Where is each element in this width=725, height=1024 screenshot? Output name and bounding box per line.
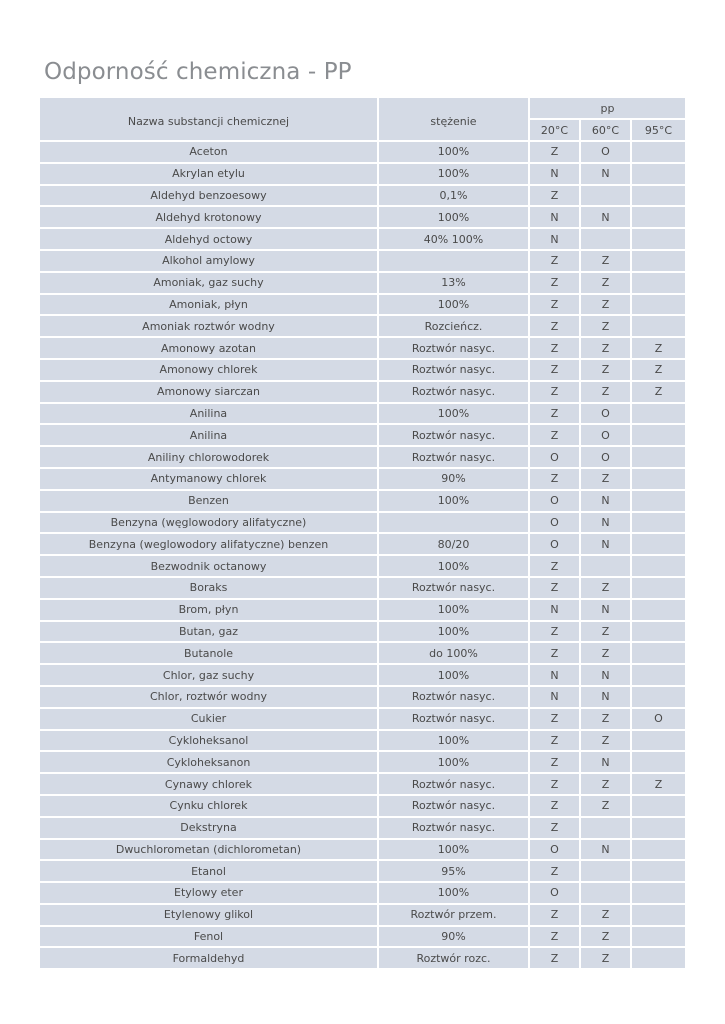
cell-rating-95c — [632, 207, 685, 229]
table-row — [40, 840, 685, 862]
table-row — [40, 447, 685, 469]
cell-concentration: 95% — [379, 861, 530, 883]
cell-rating-60c — [581, 229, 632, 251]
cell-rating-95c — [632, 818, 685, 840]
cell-substance-name: Benzyna (węglowodory alifatyczne) — [40, 513, 379, 535]
table-row — [40, 295, 685, 317]
cell-rating-20c: Z — [530, 622, 581, 644]
cell-rating-95c — [632, 404, 685, 426]
table-row — [40, 883, 685, 905]
cell-rating-60c: N — [581, 491, 632, 513]
cell-rating-60c: N — [581, 665, 632, 687]
cell-concentration: Roztwór przem. — [379, 905, 530, 927]
cell-rating-95c — [632, 861, 685, 883]
cell-substance-name: Etylowy eter — [40, 883, 379, 905]
cell-substance-name: Dwuchlorometan (dichlorometan) — [40, 840, 379, 862]
cell-rating-20c: Z — [530, 469, 581, 491]
cell-rating-20c: Z — [530, 578, 581, 600]
cell-rating-20c: Z — [530, 818, 581, 840]
table-row — [40, 382, 685, 404]
cell-rating-20c: N — [530, 600, 581, 622]
cell-concentration: 100% — [379, 164, 530, 186]
table-row — [40, 534, 685, 556]
table-body — [40, 142, 685, 970]
cell-rating-60c: Z — [581, 622, 632, 644]
cell-rating-60c: N — [581, 207, 632, 229]
table-row — [40, 186, 685, 208]
cell-rating-60c: N — [581, 513, 632, 535]
cell-substance-name: Amoniak, płyn — [40, 295, 379, 317]
cell-rating-95c — [632, 469, 685, 491]
cell-rating-20c: O — [530, 534, 581, 556]
cell-rating-60c: O — [581, 447, 632, 469]
cell-rating-95c — [632, 731, 685, 753]
cell-concentration: 100% — [379, 491, 530, 513]
cell-rating-60c: N — [581, 600, 632, 622]
cell-rating-60c: Z — [581, 251, 632, 273]
cell-rating-95c — [632, 665, 685, 687]
cell-rating-95c — [632, 425, 685, 447]
cell-concentration: Roztwór nasyc. — [379, 447, 530, 469]
cell-substance-name: Aldehyd octowy — [40, 229, 379, 251]
cell-rating-95c — [632, 273, 685, 295]
table-row — [40, 774, 685, 796]
cell-substance-name: Brom, płyn — [40, 600, 379, 622]
cell-substance-name: Anilina — [40, 404, 379, 426]
cell-substance-name: Amonowy azotan — [40, 338, 379, 360]
cell-rating-60c — [581, 883, 632, 905]
cell-rating-60c: Z — [581, 709, 632, 731]
cell-substance-name: Benzen — [40, 491, 379, 513]
table-row — [40, 731, 685, 753]
cell-rating-95c — [632, 491, 685, 513]
cell-concentration: 100% — [379, 752, 530, 774]
table-row — [40, 752, 685, 774]
cell-concentration: Roztwór nasyc. — [379, 709, 530, 731]
cell-rating-60c: Z — [581, 469, 632, 491]
cell-concentration: do 100% — [379, 643, 530, 665]
cell-rating-95c — [632, 164, 685, 186]
cell-rating-60c: Z — [581, 338, 632, 360]
cell-concentration: 40% 100% — [379, 229, 530, 251]
cell-rating-95c: Z — [632, 774, 685, 796]
table-row — [40, 796, 685, 818]
cell-substance-name: Etylenowy glikol — [40, 905, 379, 927]
cell-rating-95c — [632, 316, 685, 338]
header-concentration: stężenie — [379, 98, 530, 142]
cell-rating-60c: N — [581, 840, 632, 862]
cell-rating-60c: N — [581, 164, 632, 186]
cell-rating-95c — [632, 513, 685, 535]
table-row — [40, 861, 685, 883]
cell-concentration: 90% — [379, 469, 530, 491]
cell-concentration: 100% — [379, 142, 530, 164]
cell-rating-60c: O — [581, 142, 632, 164]
table-row — [40, 273, 685, 295]
cell-rating-95c: Z — [632, 338, 685, 360]
cell-concentration: Roztwór nasyc. — [379, 796, 530, 818]
cell-concentration: Roztwór rozc. — [379, 948, 530, 970]
cell-concentration — [379, 251, 530, 273]
cell-rating-60c: Z — [581, 295, 632, 317]
table-row — [40, 251, 685, 273]
cell-concentration: Roztwór nasyc. — [379, 360, 530, 382]
cell-substance-name: Formaldehyd — [40, 948, 379, 970]
cell-substance-name: Anilina — [40, 425, 379, 447]
cell-rating-20c: Z — [530, 774, 581, 796]
cell-rating-95c — [632, 840, 685, 862]
cell-concentration: 100% — [379, 600, 530, 622]
cell-substance-name: Amoniak roztwór wodny — [40, 316, 379, 338]
cell-rating-20c: Z — [530, 316, 581, 338]
cell-substance-name: Akrylan etylu — [40, 164, 379, 186]
cell-concentration: 100% — [379, 665, 530, 687]
cell-concentration: 100% — [379, 883, 530, 905]
cell-rating-60c: Z — [581, 273, 632, 295]
cell-rating-20c: N — [530, 687, 581, 709]
table-row — [40, 338, 685, 360]
cell-concentration: Roztwór nasyc. — [379, 338, 530, 360]
cell-rating-20c: Z — [530, 948, 581, 970]
table-row — [40, 360, 685, 382]
cell-substance-name: Amonowy chlorek — [40, 360, 379, 382]
cell-rating-60c: Z — [581, 643, 632, 665]
cell-substance-name: Alkohol amylowy — [40, 251, 379, 273]
table-row — [40, 643, 685, 665]
table-row — [40, 600, 685, 622]
cell-rating-95c — [632, 251, 685, 273]
cell-rating-60c: Z — [581, 360, 632, 382]
table-row — [40, 316, 685, 338]
cell-rating-95c — [632, 556, 685, 578]
cell-substance-name: Amoniak, gaz suchy — [40, 273, 379, 295]
cell-rating-20c: Z — [530, 556, 581, 578]
header-material-pp: pp — [530, 98, 685, 120]
cell-substance-name: Antymanowy chlorek — [40, 469, 379, 491]
cell-rating-95c — [632, 534, 685, 556]
table-row — [40, 491, 685, 513]
cell-rating-20c: Z — [530, 360, 581, 382]
cell-rating-60c: Z — [581, 948, 632, 970]
cell-substance-name: Aniliny chlorowodorek — [40, 447, 379, 469]
cell-substance-name: Amonowy siarczan — [40, 382, 379, 404]
cell-rating-20c: Z — [530, 186, 581, 208]
chemical-resistance-table — [40, 98, 685, 970]
cell-rating-20c: Z — [530, 251, 581, 273]
cell-rating-95c — [632, 948, 685, 970]
cell-rating-60c — [581, 186, 632, 208]
cell-substance-name: Aldehyd krotonowy — [40, 207, 379, 229]
cell-rating-60c — [581, 818, 632, 840]
cell-rating-95c — [632, 295, 685, 317]
table-row — [40, 665, 685, 687]
cell-concentration: 0,1% — [379, 186, 530, 208]
cell-rating-60c: O — [581, 425, 632, 447]
cell-concentration: 100% — [379, 731, 530, 753]
table-row — [40, 905, 685, 927]
cell-rating-60c: Z — [581, 731, 632, 753]
cell-rating-95c — [632, 622, 685, 644]
cell-rating-95c — [632, 229, 685, 251]
table-row — [40, 164, 685, 186]
cell-rating-60c: Z — [581, 382, 632, 404]
page-title: Odporność chemiczna - PP — [44, 59, 352, 86]
cell-rating-60c — [581, 556, 632, 578]
cell-rating-20c: Z — [530, 752, 581, 774]
cell-substance-name: Cykloheksanol — [40, 731, 379, 753]
cell-concentration: 100% — [379, 207, 530, 229]
cell-substance-name: Boraks — [40, 578, 379, 600]
cell-rating-95c: Z — [632, 360, 685, 382]
cell-rating-95c — [632, 687, 685, 709]
cell-substance-name: Butan, gaz — [40, 622, 379, 644]
cell-substance-name: Cynawy chlorek — [40, 774, 379, 796]
cell-rating-20c: Z — [530, 338, 581, 360]
cell-rating-20c: Z — [530, 927, 581, 949]
cell-concentration: 90% — [379, 927, 530, 949]
table-row — [40, 927, 685, 949]
cell-rating-60c: N — [581, 534, 632, 556]
cell-concentration: Roztwór nasyc. — [379, 578, 530, 600]
table-row — [40, 469, 685, 491]
cell-concentration: 100% — [379, 840, 530, 862]
cell-substance-name: Bezwodnik octanowy — [40, 556, 379, 578]
cell-rating-60c: O — [581, 404, 632, 426]
cell-rating-95c — [632, 796, 685, 818]
cell-substance-name: Aceton — [40, 142, 379, 164]
header-temp-60: 60°C — [581, 120, 632, 142]
table-row — [40, 578, 685, 600]
cell-rating-20c: O — [530, 447, 581, 469]
cell-substance-name: Cykloheksanon — [40, 752, 379, 774]
cell-concentration: Roztwór nasyc. — [379, 425, 530, 447]
cell-rating-95c — [632, 447, 685, 469]
cell-substance-name: Butanole — [40, 643, 379, 665]
cell-substance-name: Aldehyd benzoesowy — [40, 186, 379, 208]
cell-rating-95c — [632, 752, 685, 774]
cell-rating-95c — [632, 600, 685, 622]
cell-concentration: 100% — [379, 295, 530, 317]
cell-rating-20c: O — [530, 513, 581, 535]
cell-substance-name: Cynku chlorek — [40, 796, 379, 818]
cell-substance-name: Fenol — [40, 927, 379, 949]
cell-rating-20c: Z — [530, 731, 581, 753]
header-temp-95: 95°C — [632, 120, 685, 142]
cell-rating-20c: Z — [530, 796, 581, 818]
cell-rating-20c: Z — [530, 273, 581, 295]
cell-rating-20c: N — [530, 665, 581, 687]
cell-rating-20c: O — [530, 840, 581, 862]
table-row — [40, 709, 685, 731]
cell-substance-name: Etanol — [40, 861, 379, 883]
cell-concentration: 100% — [379, 622, 530, 644]
cell-rating-20c: Z — [530, 905, 581, 927]
table-row — [40, 622, 685, 644]
table-row — [40, 229, 685, 251]
cell-rating-60c: Z — [581, 905, 632, 927]
cell-substance-name: Chlor, gaz suchy — [40, 665, 379, 687]
table-row — [40, 513, 685, 535]
cell-rating-20c: N — [530, 207, 581, 229]
cell-concentration: Roztwór nasyc. — [379, 382, 530, 404]
cell-rating-20c: N — [530, 229, 581, 251]
cell-concentration: Roztwór nasyc. — [379, 687, 530, 709]
cell-rating-95c — [632, 927, 685, 949]
cell-concentration: 100% — [379, 404, 530, 426]
cell-rating-95c — [632, 643, 685, 665]
cell-rating-60c — [581, 861, 632, 883]
cell-rating-20c: Z — [530, 425, 581, 447]
table-row — [40, 948, 685, 970]
cell-substance-name: Cukier — [40, 709, 379, 731]
cell-rating-20c: O — [530, 491, 581, 513]
cell-substance-name: Dekstryna — [40, 818, 379, 840]
cell-rating-20c: Z — [530, 709, 581, 731]
cell-rating-60c: Z — [581, 796, 632, 818]
table-row — [40, 142, 685, 164]
cell-rating-95c: Z — [632, 382, 685, 404]
cell-concentration — [379, 513, 530, 535]
cell-rating-60c: N — [581, 752, 632, 774]
cell-rating-95c — [632, 578, 685, 600]
cell-rating-20c: O — [530, 883, 581, 905]
header-temp-20: 20°C — [530, 120, 581, 142]
cell-rating-20c: Z — [530, 861, 581, 883]
table-row — [40, 818, 685, 840]
cell-rating-20c: Z — [530, 295, 581, 317]
cell-rating-60c: Z — [581, 774, 632, 796]
cell-rating-20c: Z — [530, 404, 581, 426]
table-row — [40, 687, 685, 709]
header-substance-name: Nazwa substancji chemicznej — [40, 98, 379, 142]
table-row — [40, 556, 685, 578]
cell-rating-95c — [632, 186, 685, 208]
cell-rating-60c: N — [581, 687, 632, 709]
cell-concentration: 13% — [379, 273, 530, 295]
cell-rating-95c — [632, 142, 685, 164]
cell-rating-60c: Z — [581, 316, 632, 338]
cell-rating-60c: Z — [581, 578, 632, 600]
cell-substance-name: Benzyna (weglowodory alifatyczne) benzen — [40, 534, 379, 556]
cell-concentration: Rozcieńcz. — [379, 316, 530, 338]
cell-rating-20c: Z — [530, 643, 581, 665]
cell-rating-20c: Z — [530, 142, 581, 164]
table-row — [40, 425, 685, 447]
cell-concentration: Roztwór nasyc. — [379, 774, 530, 796]
table-row — [40, 207, 685, 229]
cell-rating-95c — [632, 905, 685, 927]
table-row — [40, 404, 685, 426]
cell-substance-name: Chlor, roztwór wodny — [40, 687, 379, 709]
cell-rating-95c — [632, 883, 685, 905]
cell-rating-20c: Z — [530, 382, 581, 404]
cell-rating-95c: O — [632, 709, 685, 731]
cell-concentration: 100% — [379, 556, 530, 578]
cell-rating-20c: N — [530, 164, 581, 186]
cell-concentration: Roztwór nasyc. — [379, 818, 530, 840]
cell-concentration: 80/20 — [379, 534, 530, 556]
cell-rating-60c: Z — [581, 927, 632, 949]
